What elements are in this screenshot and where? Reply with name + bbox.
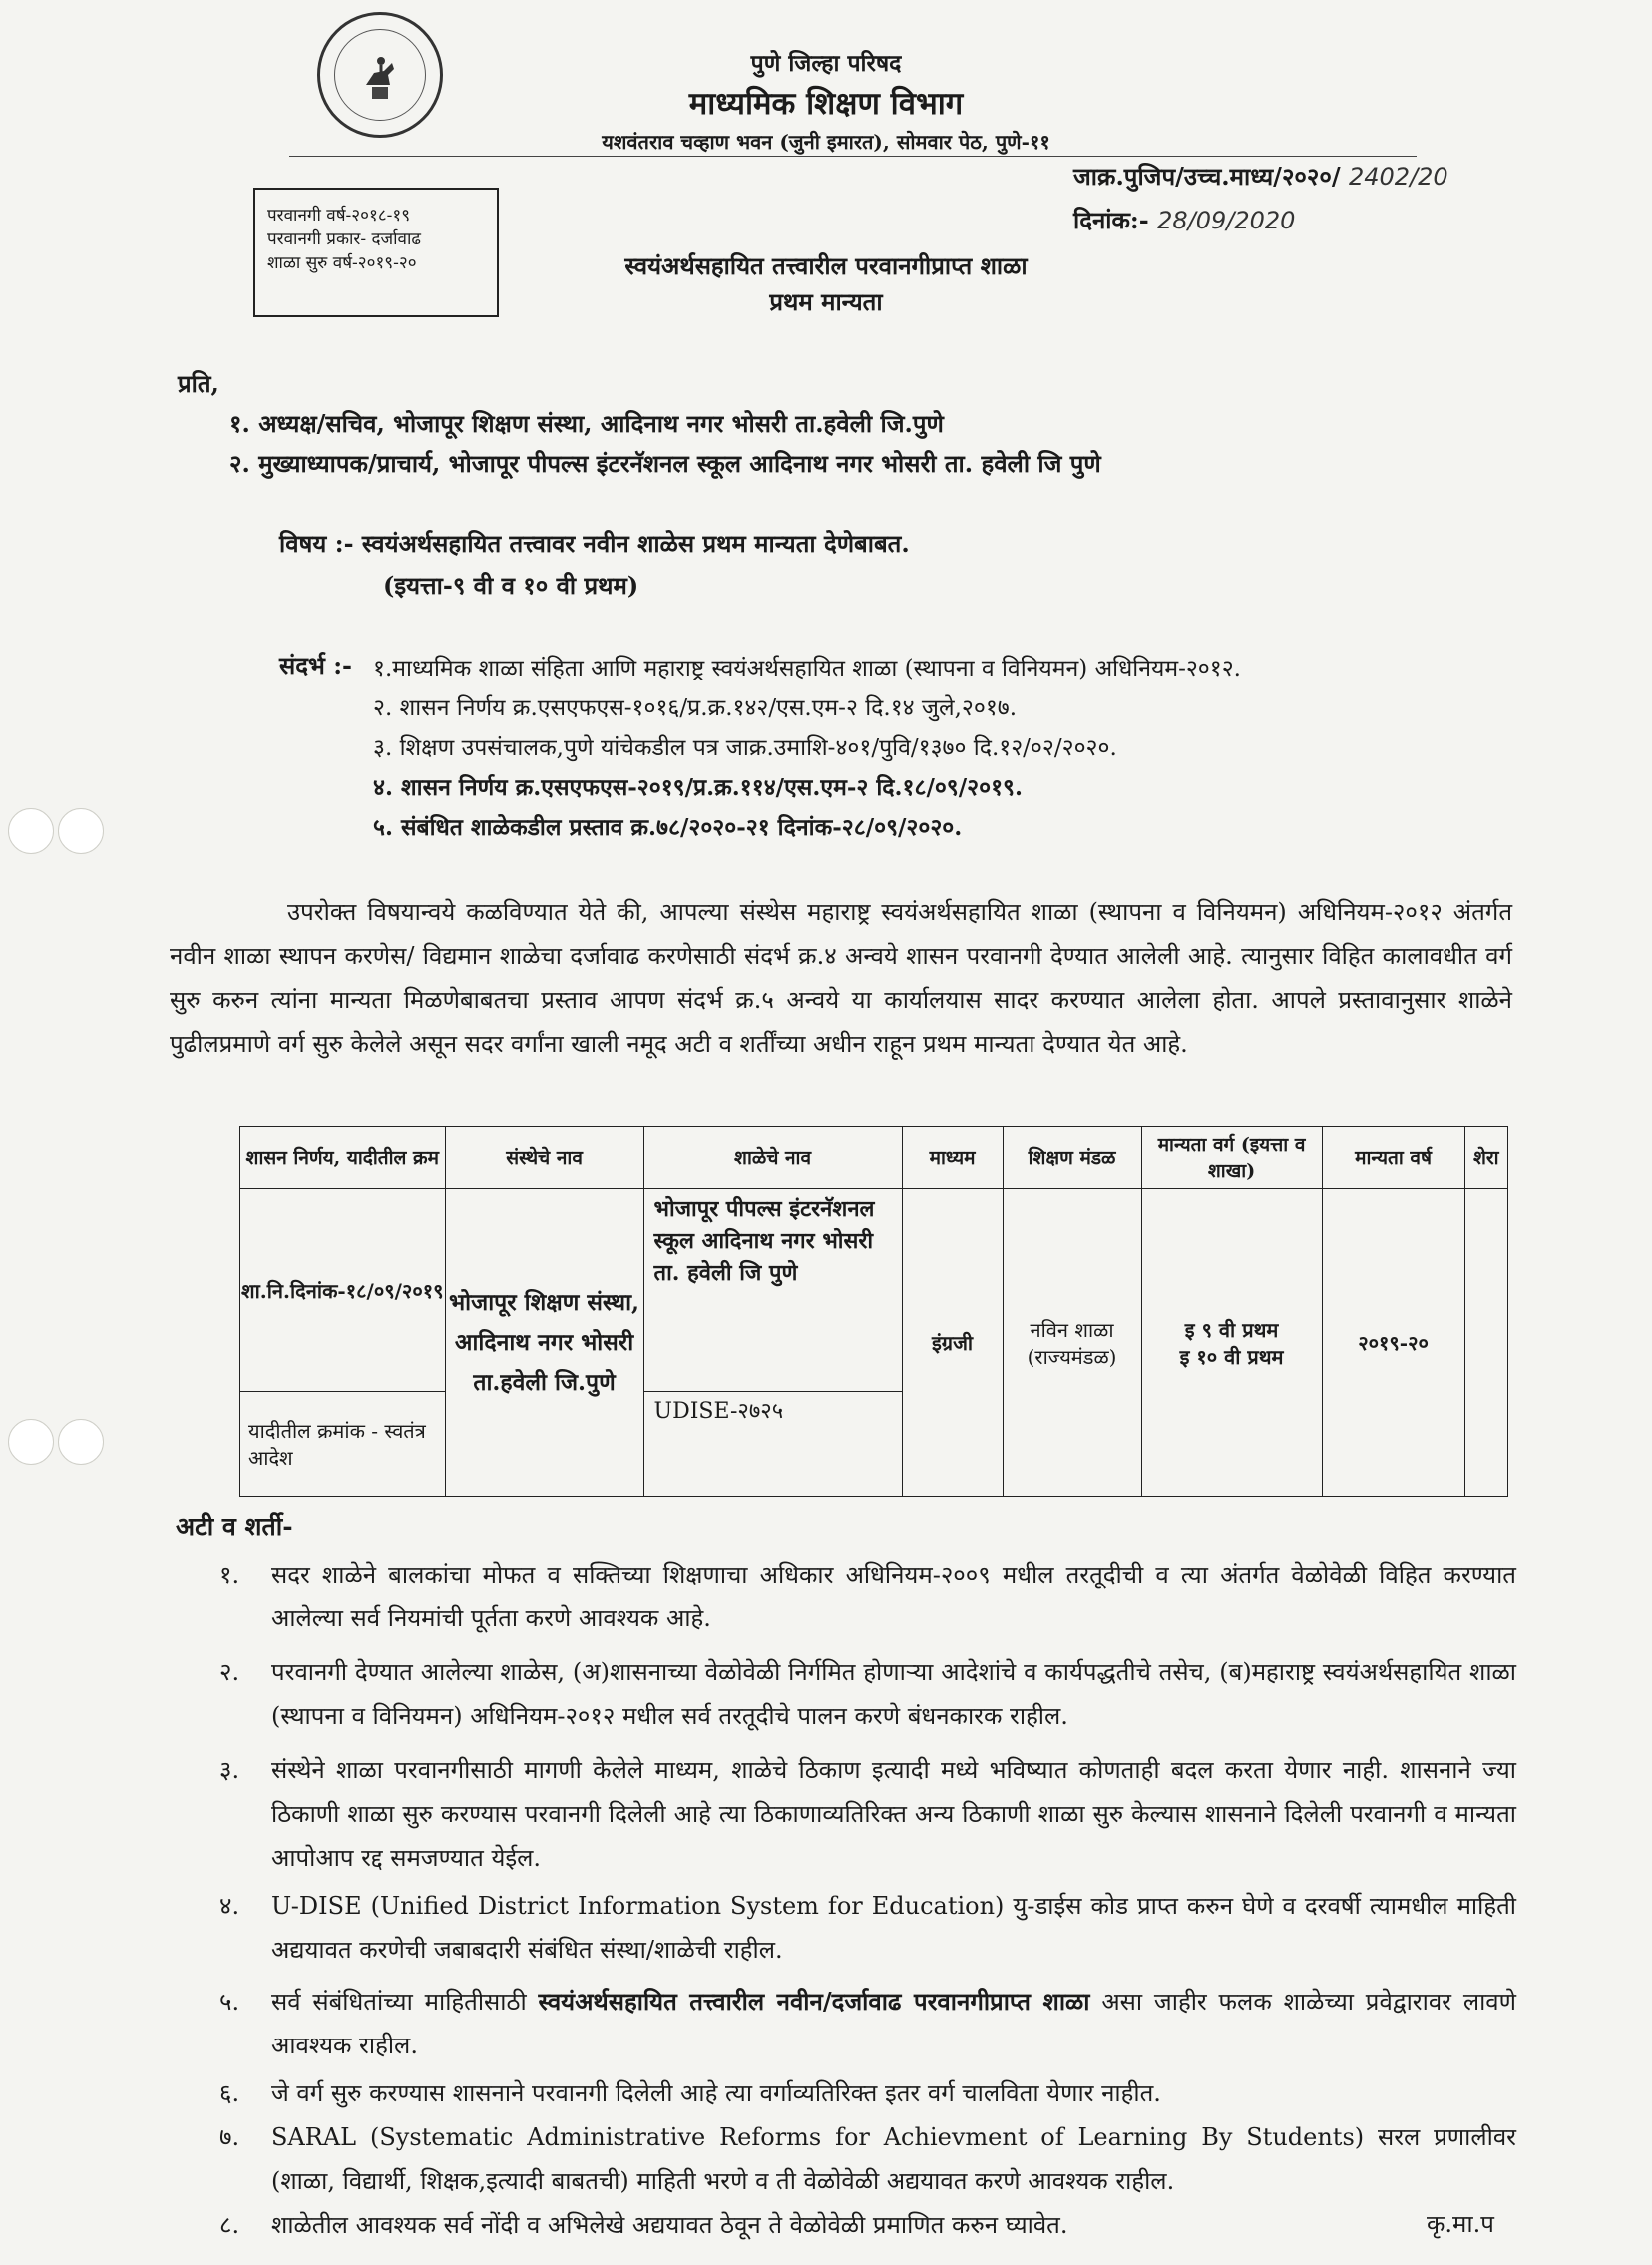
org-name: पुणे जिल्हा परिषद — [750, 50, 902, 77]
gr-date-cell: शा.नि.दिनांक-१८/०९/२०१९ — [240, 1189, 446, 1392]
condition-text: संस्थेने शाळा परवानगीसाठी मागणी केलेले माध्यम, शाळेचे ठिकाण इत्यादी मध्ये भविष्यात कोणताही बदल करता येणार नाही. शासनाने ज्या ठिकाणी शाळा सुरु करण्यास परवानगी दिलेली आहे त्या ठिकाणाव्यतिरिक्त अन्य ठिकाणी शाळा सुरु केल्यास शासनाने दिलेली परवानगी व मान्यता आपोआप रद्द समजण्यात येईल. — [271, 1756, 1516, 1872]
date-label: दिनांक:- — [1073, 206, 1149, 234]
classes-cell — [1141, 1189, 1322, 1497]
condition-item — [190, 1980, 1516, 2067]
condition-number: ८. — [219, 2211, 240, 2239]
handwritten-outward-no: 2402/20 — [1348, 163, 1448, 191]
punch-hole — [8, 808, 54, 854]
class-10: इ १० वी प्रथम — [1179, 1344, 1284, 1369]
punch-hole — [58, 1419, 104, 1465]
body-paragraph: उपरोक्त विषयान्वये कळविण्यात येते की, आपल्या संस्थेस महाराष्ट्र स्वयंअर्थसहायित शाळा (स्थापना व विनियमन) अधिनियम-२०१२ अंतर्गत नवीन शाळा स्थापन करणेस/ विद्यमान शाळेचा दर्जावाढ करणेसाठी संदर्भ क्र.४ अन्वये शासन परवानगी देण्यात आलेली आहे. त्यानुसार विहित कालावधीत वर्ग सुरु करुन त्यांना मान्यता मिळणेबाबतचा प्रस्ताव आपण संदर्भ क्र.५ अन्वये या कार्यालयास सादर करण्यात आलेला होता. आपले प्रस्तावानुसार शाळेने पुढीलप्रमाणे वर्ग सुरु केलेले असून सदर वर्गांना खाली नमूद अटी व शर्तींच्या अधीन राहून प्रथम मान्यता देण्यात येत आहे. — [170, 898, 1512, 1058]
condition-text: परवानगी देण्यात आलेल्या शाळेस, (अ)शासनाच्या वेळोवेळी निर्गमित होणाऱ्या आदेशांचे व कार्यपद्धतीचे तसेच, (ब)महाराष्ट्र स्वयंअर्थसहायित शाळा (स्थापना व विनियमन) अधिनियम-२०१२ मधील सर्व तरतूदीचे पालन करणे बंधनकारक राहील. — [271, 1658, 1516, 1730]
header-divider — [289, 156, 1417, 157]
addressee-1: १. अध्यक्ष/सचिव, भोजापूर शिक्षण संस्था, आदिनाथ नगर भोसरी ता.हवेली जि.पुणे — [229, 409, 944, 438]
col-header: मान्यता वर्ष — [1322, 1127, 1464, 1189]
condition-text: सदर शाळेने बालकांचा मोफत व सक्तिच्या शिक्षणाचा अधिकार अधिनियम-२००९ मधील तरतूदीची व त्या अंतर्गत वेळोवेळी विहित करण्यात आलेल्या सर्व नियमांची पूर्तता करणे आवश्यक आहे. — [271, 1561, 1516, 1632]
conditions-heading: अटी व शर्ती- — [176, 1512, 293, 1541]
addressee-2: २. मुख्याध्यापक/प्राचार्य, भोजापूर पीपल्स इंटरनॅशनल स्कूल आदिनाथ नगर भोसरी ता. हवेली जि पुणे — [229, 449, 1101, 478]
condition-number: ५. — [219, 1988, 240, 2016]
reference-item: ३. शिक्षण उपसंचालक,पुणे यांचेकडील पत्र जाक्र.उमाशि-४०१/पुवि/१३७० दि.१२/०२/२०२०. — [373, 735, 1117, 761]
reference-label: जाक्र.पुजिप/उच्च.माध्य/२०२०/ — [1073, 162, 1341, 191]
school-name-cell: भोजापूर पीपल्स इंटरनॅशनल स्कूल आदिनाथ नगर भोसरी ता. हवेली जि पुणे — [643, 1189, 902, 1392]
class-9: इ ९ वी प्रथम — [1184, 1317, 1279, 1342]
table-header-row — [240, 1127, 1508, 1189]
condition-item — [190, 1748, 1516, 1880]
reference-item: १.माध्यमिक शाळा संहिता आणि महाराष्ट्र स्वयंअर्थसहायित शाळा (स्थापना व विनियमन) अधिनियम-२०१२. — [373, 656, 1241, 681]
col-header: शेरा — [1464, 1127, 1507, 1189]
condition-text-part: सर्व संबंधितांच्या माहितीसाठी — [271, 1988, 539, 2016]
condition-item — [190, 1884, 1516, 1972]
please-turn-over: कृ.मा.प — [1427, 2210, 1494, 2238]
col-header: मान्यता वर्ग (इयत्ता व शाखा) — [1141, 1127, 1322, 1189]
letter-date — [1073, 204, 1295, 236]
approval-table — [239, 1126, 1508, 1497]
punch-hole — [58, 808, 104, 854]
medium-cell: इंग्रजी — [902, 1189, 1003, 1497]
to-label: प्रति, — [178, 369, 219, 398]
handwritten-date: 28/09/2020 — [1157, 207, 1296, 234]
condition-number: ७. — [219, 2123, 240, 2151]
col-header: शासन निर्णय, यादीतील क्रम — [240, 1127, 446, 1189]
institution-name-cell: भोजापूर शिक्षण संस्था, आदिनाथ नगर भोसरी ता.हवेली जि.पुणे — [445, 1189, 643, 1497]
office-address: यशवंतराव चव्हाण भवन (जुनी इमारत), सोमवार पेठ, पुणे-११ — [602, 130, 1050, 154]
reference-number — [1073, 160, 1448, 193]
reference-item: २. शासन निर्णय क्र.एसएफएस-१०१६/प्र.क्र.१४२/एस.एम-२ दि.१४ जुले,२०१७. — [373, 695, 1018, 721]
school-start-year: शाळा सुरु वर्ष-२०१९-२० — [267, 253, 417, 273]
board-cell: नविन शाळा (राज्यमंडळ) — [1003, 1189, 1141, 1497]
reference-item: ५. संबंधित शाळेकडील प्रस्ताव क्र.७८/२०२०-२१ दिनांक-२८/०९/२०२०. — [373, 814, 963, 841]
subject-line: विषय :- स्वयंअर्थसहायित तत्त्वावर नवीन शाळेस प्रथम मान्यता देणेबाबत. — [279, 529, 910, 558]
col-header: शाळेचे नाव — [643, 1127, 902, 1189]
condition-text: U-DISE (Unified District Information System for Education) यु-डाईस कोड प्राप्त करुन घेणे व दरवर्षी त्यामधील माहिती अद्ययावत करणेची जबाबदारी संबंधित संस्था/शाळेची राहील. — [271, 1892, 1516, 1964]
condition-item — [190, 2203, 1387, 2247]
condition-text: शाळेतील आवश्यक सर्व नोंदी व अभिलेखे अद्ययावत ठेवून ते वेळोवेळी प्रमाणित करुन घ्यावेत. — [271, 2211, 1068, 2239]
reference-item: ४. शासन निर्णय क्र.एसएफएस-२०१९/प्र.क्र.११४/एस.एम-२ दि.१८/०९/२०१९. — [373, 774, 1024, 801]
col-header: माध्यम — [902, 1127, 1003, 1189]
condition-text-part: असा जाहीर फलक शाळेच्या प्रवेद्वारावर लावणे आवश्यक राहील. — [271, 1988, 1516, 2059]
col-header: शिक्षण मंडळ — [1003, 1127, 1141, 1189]
punch-hole — [8, 1419, 54, 1465]
condition-text: जे वर्ग सुरु करण्यास शासनाने परवानगी दिलेली आहे त्या वर्गाव्यतिरिक्त इतर वर्ग चालविता येणार नाहीत. — [271, 2079, 1161, 2107]
remarks-cell — [1464, 1189, 1507, 1497]
table-row — [240, 1189, 1508, 1392]
udise-cell: UDISE-२७२५ — [643, 1392, 902, 1497]
condition-item — [190, 1650, 1516, 1738]
condition-text — [271, 1980, 1516, 2067]
condition-item — [190, 1553, 1516, 1640]
col-header: संस्थेचे नाव — [445, 1127, 643, 1189]
permit-type: परवानगी प्रकार- दर्जावाढ — [267, 229, 421, 249]
list-no-cell: यादीतील क्रमांक - स्वतंत्र आदेश — [240, 1392, 446, 1497]
condition-text: SARAL (Systematic Administrative Reforms for Achievment of Learning By Students) सरल प्रणालीवर (शाळा, विद्यार्थी, शिक्षक,इत्यादी बाबतची) माहिती भरणे व ती वेळोवेळी अद्ययावत करणे आवश्यक राहील. — [271, 2123, 1516, 2195]
letter-title: स्वयंअर्थसहायित तत्त्वारील परवानगीप्राप्त शाळा — [624, 251, 1028, 280]
condition-item — [190, 2071, 1516, 2115]
condition-number: ६. — [219, 2079, 240, 2107]
dept-name: माध्यमिक शिक्षण विभाग — [688, 86, 964, 122]
references-label: संदर्भ :- — [279, 651, 353, 680]
condition-number: ४. — [219, 1892, 240, 1920]
permit-year: परवानगी वर्ष-२०१८-१९ — [267, 206, 411, 226]
year-cell: २०१९-२० — [1322, 1189, 1464, 1497]
letter-subtitle: प्रथम मान्यता — [769, 287, 883, 316]
subject-line-2: (इयत्ता-९ वी व १० वी प्रथम) — [383, 571, 639, 600]
condition-number: २. — [219, 1658, 240, 1686]
condition-number: ३. — [219, 1756, 240, 1784]
condition-number: १. — [219, 1561, 240, 1588]
condition-item — [190, 2115, 1516, 2203]
notice-board-text: स्वयंअर्थसहायित तत्त्वारील नवीन/दर्जावाढ परवानगीप्राप्त शाळा — [538, 1987, 1090, 2016]
